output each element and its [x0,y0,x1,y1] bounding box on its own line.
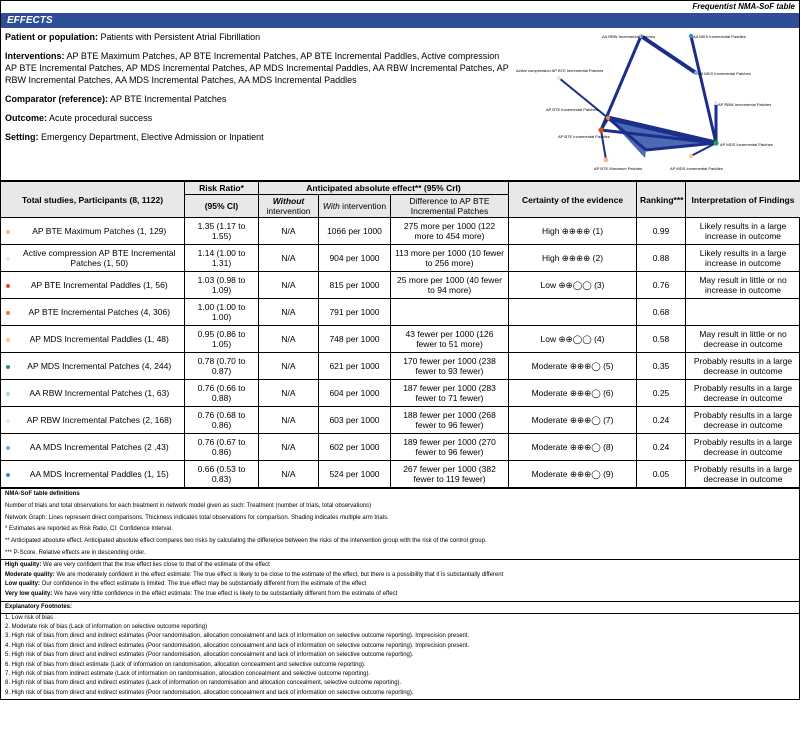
treatment-dot-icon [6,419,10,423]
treatment-color-cell [1,461,15,488]
col-header-ranking: Ranking*** [637,182,686,218]
with-intervention-cell: 904 per 1000 [319,245,391,272]
risk-ratio-cell: 0.76 (0.67 to 0.86) [185,434,259,461]
risk-ratio-cell: 0.95 (0.86 to 1.05) [185,326,259,353]
col-header-difference: Difference to AP BTE Incremental Patches [391,195,509,218]
quality-label: Moderate quality: [5,571,55,578]
difference-cell: 275 more per 1000 (122 more to 454 more) [391,218,509,245]
summary-text [5,31,510,150]
network-node-label: AP BTE Maximum Patches [594,166,643,171]
treatment-color-cell [1,218,15,245]
footnote: 5. High risk of bias from direct and indirect estimates (Poor randomisation, allocation concealment and lack of information on selective outcome reporting). [5,652,414,659]
risk-ratio-cell: 1.35 (1.17 to 1.55) [185,218,259,245]
with-intervention-cell: 604 per 1000 [319,380,391,407]
treatment-color-cell [1,380,15,407]
without-label-b: intervention [266,206,311,216]
treatment-cell: AP MDS Incremental Patches (4, 244) [15,353,185,380]
with-intervention-cell: 602 per 1000 [319,434,391,461]
treatment-dot-icon [6,230,10,234]
network-node-label: AA MDS Incremental Patches [698,71,751,76]
footnote: 1. Low risk of bias [5,614,54,621]
table-row [1,218,800,245]
quality-line-low [5,580,795,590]
with-intervention-cell: 1066 per 1000 [319,218,391,245]
with-intervention-cell: 603 per 1000 [319,407,391,434]
without-intervention-cell: N/A [259,380,319,407]
network-node [557,76,561,80]
treatment-cell: AP BTE Maximum Patches (1, 129) [15,218,185,245]
network-node-label: AA RBW Incremental Patches [602,34,656,39]
outcome-value: Acute procedural success [49,113,153,123]
edge [559,78,608,118]
col-header-with [319,195,391,218]
interpretation-cell: Probably results in a large decrease in outcome [686,353,800,380]
quality-label: Very low quality: [5,590,53,597]
ranking-cell: 0.99 [637,218,686,245]
quality-text: Our confidence in the effect estimate is limited: The true effect may be substantially different from the estimate of the effect [40,581,367,588]
rr-subheader: (95% CI) [185,195,259,218]
edge [691,36,716,143]
certainty-cell: Moderate ⊕⊕⊕◯ (7) [509,407,637,434]
difference-cell: 170 fewer per 1000 (238 fewer to 93 fewer) [391,353,509,380]
difference-cell: 267 fewer per 1000 (382 fewer to 119 fewer) [391,461,509,488]
setting-line [5,131,510,143]
definitions-section [1,488,799,559]
interpretation-cell [686,299,800,326]
interpretation-cell: May result in little or no decrease in outcome [686,326,800,353]
col-header-rr [185,182,259,195]
treatment-cell: Active compression AP BTE Incremental Patches (1, 50) [15,245,185,272]
network-node [598,127,603,132]
ranking-cell: 0.35 [637,353,686,380]
with-intervention-cell: 524 per 1000 [319,461,391,488]
definition-line: Network Graph: Lines represent direct comparisons. Thickness indicates total observations for comparison. Shading indicates multiple arm trials. [5,514,389,521]
footnote: 3. High risk of bias from direct and indirect estimates (Poor randomisation, allocation concealment and lack of information on selective outcome reporting). Imprecision present. [5,633,470,640]
without-intervention-cell: N/A [259,353,319,380]
without-intervention-cell: N/A [259,218,319,245]
treatment-cell: AP BTE Incremental Paddles (1, 56) [15,272,185,299]
treatment-color-cell [1,326,15,353]
quality-line-high [5,561,795,571]
risk-ratio-cell: 1.03 (0.98 to 1.09) [185,272,259,299]
network-node-label: AP MDS Incremental Paddles [670,166,723,171]
network-node-label: AP RBW Incremental Patches [718,102,772,107]
interpretation-cell: May result in little or no increase in outcome [686,272,800,299]
sof-table [0,181,800,488]
comparator-line [5,93,510,105]
ranking-cell: 0.68 [637,299,686,326]
treatment-cell: AA MDS Incremental Paddles (1, 15) [15,461,185,488]
certainty-cell: High ⊕⊕⊕⊕ (2) [509,245,637,272]
quality-text: We are moderately confident in the effect estimate: The true effect is likely to be close to the estimate of the effect, but there is a possibility that it is substantially different [54,571,504,578]
difference-cell: 187 fewer per 1000 (283 fewer to 71 fewer) [391,380,509,407]
table-row [1,461,800,488]
quality-label: High quality: [5,562,42,569]
without-intervention-cell: N/A [259,434,319,461]
with-label-a: With [322,201,340,211]
population-value: Patients with Persistent Atrial Fibrillation [100,32,261,42]
setting-value: Emergency Department, Elective Admission or Inpatient [41,132,264,142]
footnote: 2. Moderate risk of bias (Lack of information on selective outcome reporting) [5,623,208,630]
certainty-cell: Moderate ⊕⊕⊕◯ (5) [509,353,637,380]
ranking-cell: 0.58 [637,326,686,353]
certainty-cell: Moderate ⊕⊕⊕◯ (6) [509,380,637,407]
network-node-label: AP BTE Incremental Patches [546,107,598,112]
definitions-title: NMA-SoF table definitions [5,491,80,497]
interpretation-cell: Probably results in a large decrease in outcome [686,434,800,461]
treatment-dot-icon [6,473,10,477]
difference-cell: 43 fewer per 1000 (126 fewer to 51 more) [391,326,509,353]
network-node-label: AP BTE Incremental Paddles [558,134,610,139]
interventions-label: Interventions: [5,51,65,61]
without-intervention-cell: N/A [259,245,319,272]
network-node [606,116,610,120]
risk-ratio-cell: 0.66 (0.53 to 0.83) [185,461,259,488]
network-node-label: AP MDS Incremental Patches [720,142,773,147]
setting-label: Setting: [5,132,39,142]
ranking-cell: 0.76 [637,272,686,299]
col-header-anticipated: Anticipated absolute effect** (95% CrI) [259,182,509,195]
network-node-label: AA MDS Incremental Paddles [693,34,746,39]
col-header-without [259,195,319,218]
interpretation-cell: Likely results in a large increase in outcome [686,218,800,245]
certainty-cell: Moderate ⊕⊕⊕◯ (8) [509,434,637,461]
treatment-cell: AP BTE Incremental Patches (4, 306) [15,299,185,326]
table-header-row [1,182,800,195]
effects-section-header: EFFECTS [1,13,799,28]
quality-definitions [1,559,799,600]
treatment-dot-icon [6,284,10,288]
footnote: 7. High risk of bias from indirect estimate (Lack of information on randomisation, allocation concealment and selective outcome reporting). [5,671,371,677]
treatment-color-cell [1,299,15,326]
difference-cell: 189 fewer per 1000 (270 fewer to 96 fewer) [391,434,509,461]
treatment-cell: AP RBW Incremental Patches (2, 168) [15,407,185,434]
interventions-value: AP BTE Maximum Patches, AP BTE Incremental Patches, AP BTE Incremental Paddles, Active compression AP BTE Incremental Patches, AP MDS Incremental Patches, AP MDS Incremental Paddles, AA RBW Incremental Patches, AP RBW Incremental Patches, AA MDS Incremental Patches, AA MDS Incremental Paddles [5,51,509,85]
network-node [689,154,693,158]
treatment-dot-icon [6,446,10,450]
quality-line-moderate [5,571,795,581]
treatment-color-cell [1,245,15,272]
without-label-a: Without [272,196,305,206]
risk-ratio-cell: 1.00 (1.00 to 1.00) [185,299,259,326]
comparator-value: AP BTE Incremental Patches [110,94,227,104]
treatment-dot-icon [6,311,10,315]
with-intervention-cell: 621 per 1000 [319,353,391,380]
table-row [1,326,800,353]
risk-ratio-cell: 0.76 (0.66 to 0.88) [185,380,259,407]
difference-cell: 113 more per 1000 (10 fewer to 256 more) [391,245,509,272]
without-intervention-cell: N/A [259,326,319,353]
definition-line: * Estimates are reported as Risk Ratio. CI: Confidence Interval. [5,526,173,533]
quality-label: Low quality: [5,581,40,588]
risk-ratio-cell: 0.78 (0.70 to 0.87) [185,353,259,380]
without-intervention-cell: N/A [259,299,319,326]
table-row [1,272,800,299]
population-label: Patient or population: [5,32,98,42]
treatment-color-cell [1,407,15,434]
edge [641,36,696,73]
treatment-dot-icon [6,392,10,396]
ranking-cell: 0.88 [637,245,686,272]
footnote: 9. High risk of bias from direct and indirect estimates (Poor randomisation, allocation concealment and lack of information on selective outcome reporting). [5,689,414,696]
treatment-cell: AA RBW Incremental Patches (1, 63) [15,380,185,407]
definition-line: Number of trials and total observations for each treatment in network model given as such: Treatment (number of trials, total observations) [5,502,372,509]
certainty-cell: Low ⊕⊕◯◯ (3) [509,272,637,299]
difference-cell: 188 fewer per 1000 (268 fewer to 96 fewer) [391,407,509,434]
interpretation-cell: Probably results in a large decrease in outcome [686,461,800,488]
footnote: 6. High risk of bias from direct estimate (Lack of information on randomisation, allocation concealment and selective outcome reporting). [5,661,366,668]
without-intervention-cell: N/A [259,407,319,434]
col-header-interpretation: Interpretation of Findings [686,182,800,218]
table-row [1,407,800,434]
quality-text: We have very little confidence in the effect estimate: The true effect is likely to be substantially different from the estimate of effect [52,590,398,597]
table-row [1,245,800,272]
certainty-cell: Moderate ⊕⊕⊕◯ (9) [509,461,637,488]
ranking-cell: 0.25 [637,380,686,407]
treatment-cell: AP MDS Incremental Paddles (1, 48) [15,326,185,353]
quality-line-very-low [5,590,795,600]
table-title: Frequentist NMA-SoF table [692,2,795,11]
interpretation-cell: Probably results in a large decrease in outcome [686,380,800,407]
risk-ratio-cell: 0.76 (0.68 to 0.86) [185,407,259,434]
outcome-line [5,112,510,124]
table-row [1,434,800,461]
treatment-dot-icon [6,338,10,342]
footnote: 8. High risk of bias from direct and indirect estimates (Lack of information on randomisation and allocation concealment, selective outcome reporting). [5,680,402,687]
footnotes-title: Explanatory Footnotes: [1,602,799,614]
comparator-label: Comparator (reference): [5,94,109,104]
difference-cell [391,299,509,326]
network-graph [516,28,799,180]
treatment-dot-icon [6,365,10,369]
treatment-color-cell [1,353,15,380]
table-row [1,380,800,407]
col-header-certainty: Certainty of the evidence [509,182,637,218]
treatment-color-cell [1,272,15,299]
difference-cell: 25 more per 1000 (40 fewer to 94 more) [391,272,509,299]
certainty-cell [509,299,637,326]
definition-line: ** Anticipated absolute effect. Anticipated absolute effect compares two risks by calculating the difference between the risks of the intervention group with the risk of the control group. [5,538,487,545]
network-node-label: Active compression AP BTE Incremental Patches [516,68,604,73]
risk-ratio-cell: 1.14 (1.00 to 1.31) [185,245,259,272]
with-intervention-cell: 748 per 1000 [319,326,391,353]
certainty-cell: High ⊕⊕⊕⊕ (1) [509,218,637,245]
interpretation-cell: Likely results in a large increase in outcome [686,245,800,272]
ranking-cell: 0.24 [637,407,686,434]
population-line [5,31,510,43]
summary-panel [1,28,799,181]
with-intervention-cell: 815 per 1000 [319,272,391,299]
definition-line: *** P-Score. Relative effects are in descending order. [5,549,146,556]
outcome-label: Outcome: [5,113,48,123]
certainty-cell: Low ⊕⊕◯◯ (4) [509,326,637,353]
with-intervention-cell: 791 per 1000 [319,299,391,326]
with-label-b: intervention [339,201,387,211]
interventions-line [5,50,510,86]
footnote: 4. High risk of bias from direct and indirect estimates (Poor randomisation, allocation concealment and lack of information on selective outcome reporting). Imprecision present. [5,642,470,649]
network-edges [559,36,716,160]
network-node [604,158,609,163]
ranking-cell: 0.05 [637,461,686,488]
quality-text: We are very confident that the true effect lies close to that of the estimate of the effect [41,562,270,569]
without-intervention-cell: N/A [259,272,319,299]
interpretation-cell: Probably results in a large decrease in outcome [686,407,800,434]
without-intervention-cell: N/A [259,461,319,488]
treatment-color-cell [1,434,15,461]
table-row [1,353,800,380]
treatment-dot-icon [6,257,10,261]
rr-header-label: Risk Ratio* [199,183,244,193]
treatment-cell: AA MDS Incremental Patches (2 ,43) [15,434,185,461]
ranking-cell: 0.24 [637,434,686,461]
col-header-studies: Total studies, Participants (8, 1122) [1,182,185,218]
table-row [1,299,800,326]
network-node [713,140,718,145]
table-body [1,218,800,488]
footnotes-section [1,601,799,700]
